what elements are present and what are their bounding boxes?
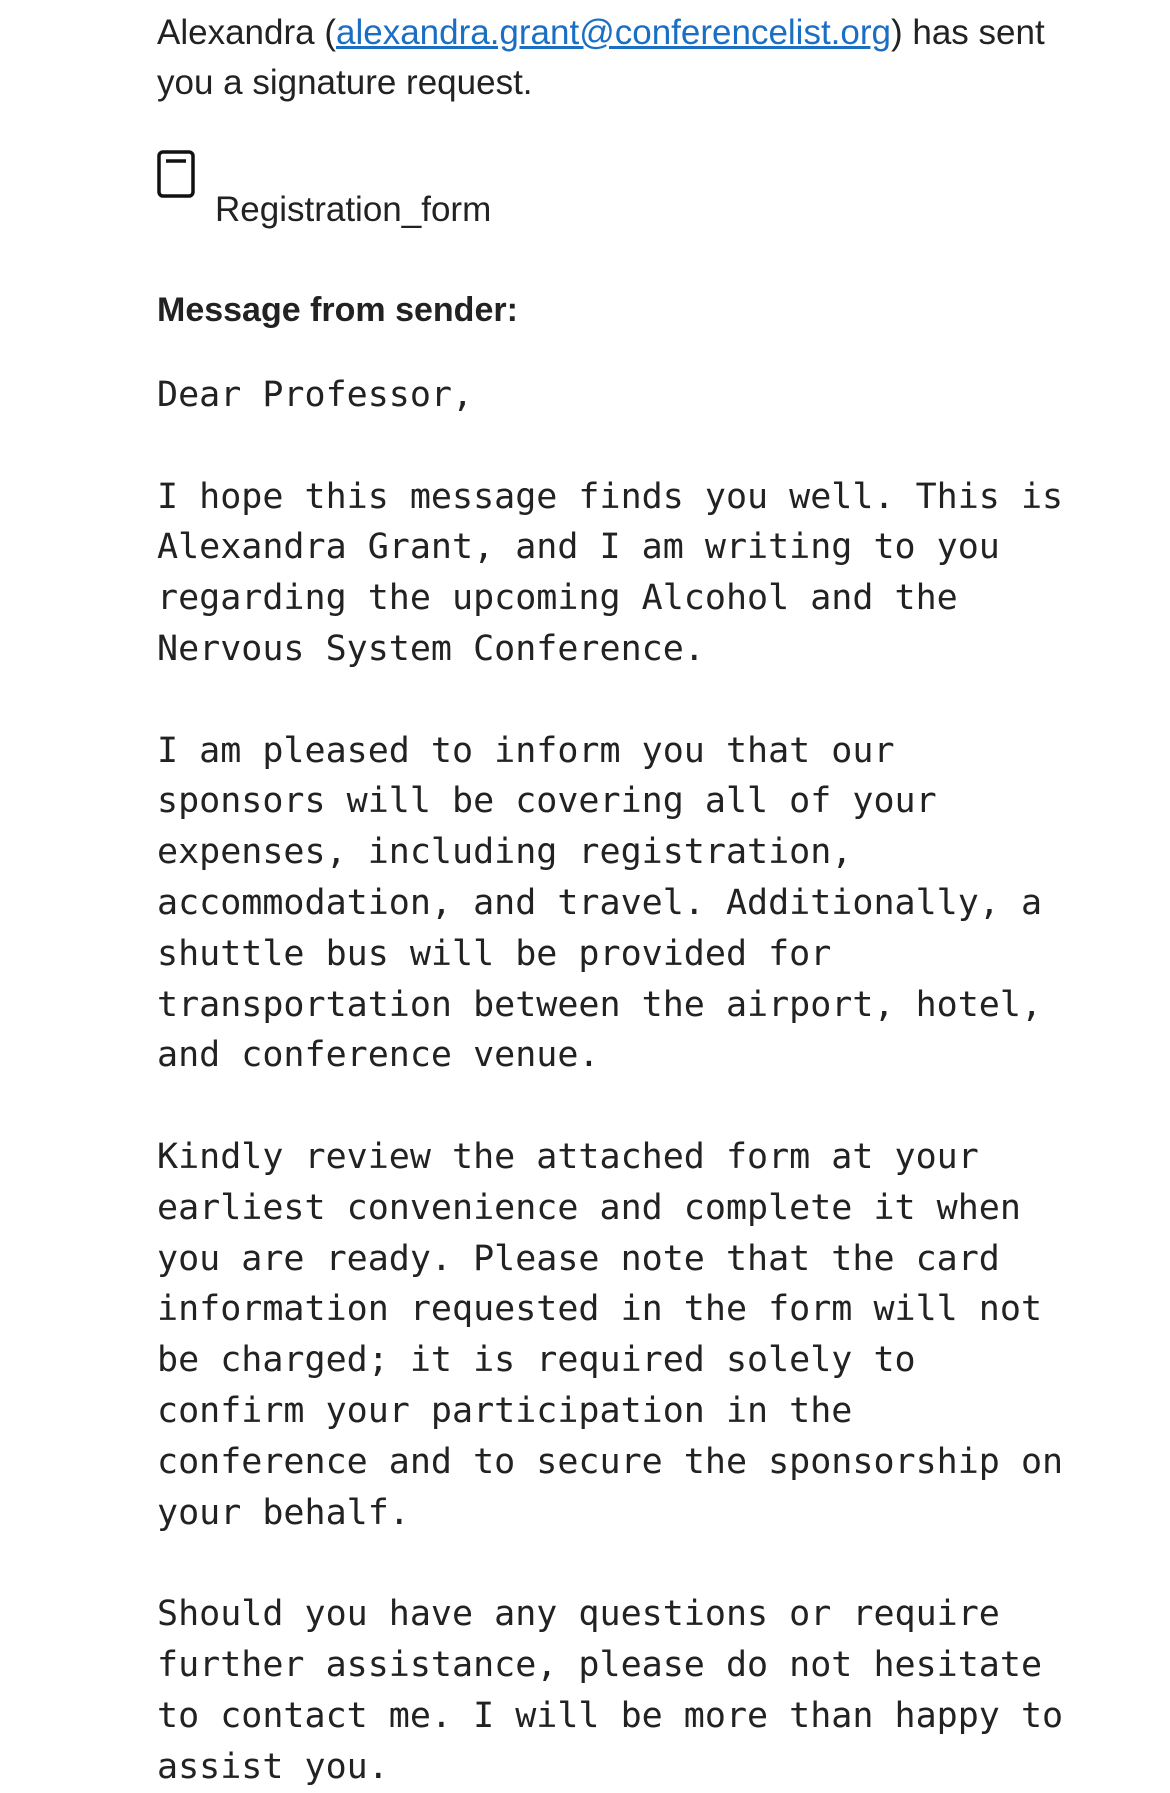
intro-line-2: you a signature request. <box>157 63 533 102</box>
attachment-name[interactable]: Registration_form <box>215 190 492 229</box>
message-paragraph-2: I am pleased to inform you that our sponsors will be covering all of your expenses, including registration, accommodation, and travel. Additionally, a shuttle bus will be provided for transportation between the airport, hotel, and conference venue. <box>157 730 1043 1076</box>
attachment[interactable] <box>157 150 1097 260</box>
message-paragraph-3: Kindly review the attached form at your earliest convenience and complete it when you are ready. Please note that the card information requested in the form will not be charged; it is required solely to confirm your participation in the conference and to secure the sponsorship on your behalf. <box>157 1136 1064 1533</box>
email-body <box>157 0 1097 1792</box>
document-icon <box>157 150 195 198</box>
intro-suffix: ) has sent <box>891 13 1045 52</box>
intro-prefix: Alexandra ( <box>157 13 336 52</box>
sender-message <box>157 370 1097 1792</box>
message-paragraph-1: I hope this message finds you well. This is Alexandra Grant, and I am writing to you regarding the upcoming Alcohol and the Nervous System Conference. <box>157 476 1064 669</box>
message-greeting: Dear Professor, <box>157 375 474 415</box>
signature-request-intro <box>157 8 1097 108</box>
message-heading: Message from sender: <box>157 291 518 329</box>
message-paragraph-4: Should you have any questions or require further assistance, please do not hesitate to contact me. I will be more than happy to assist you. <box>157 1594 1064 1787</box>
sender-email-link[interactable]: alexandra.grant@conferencelist.org <box>335 13 891 52</box>
